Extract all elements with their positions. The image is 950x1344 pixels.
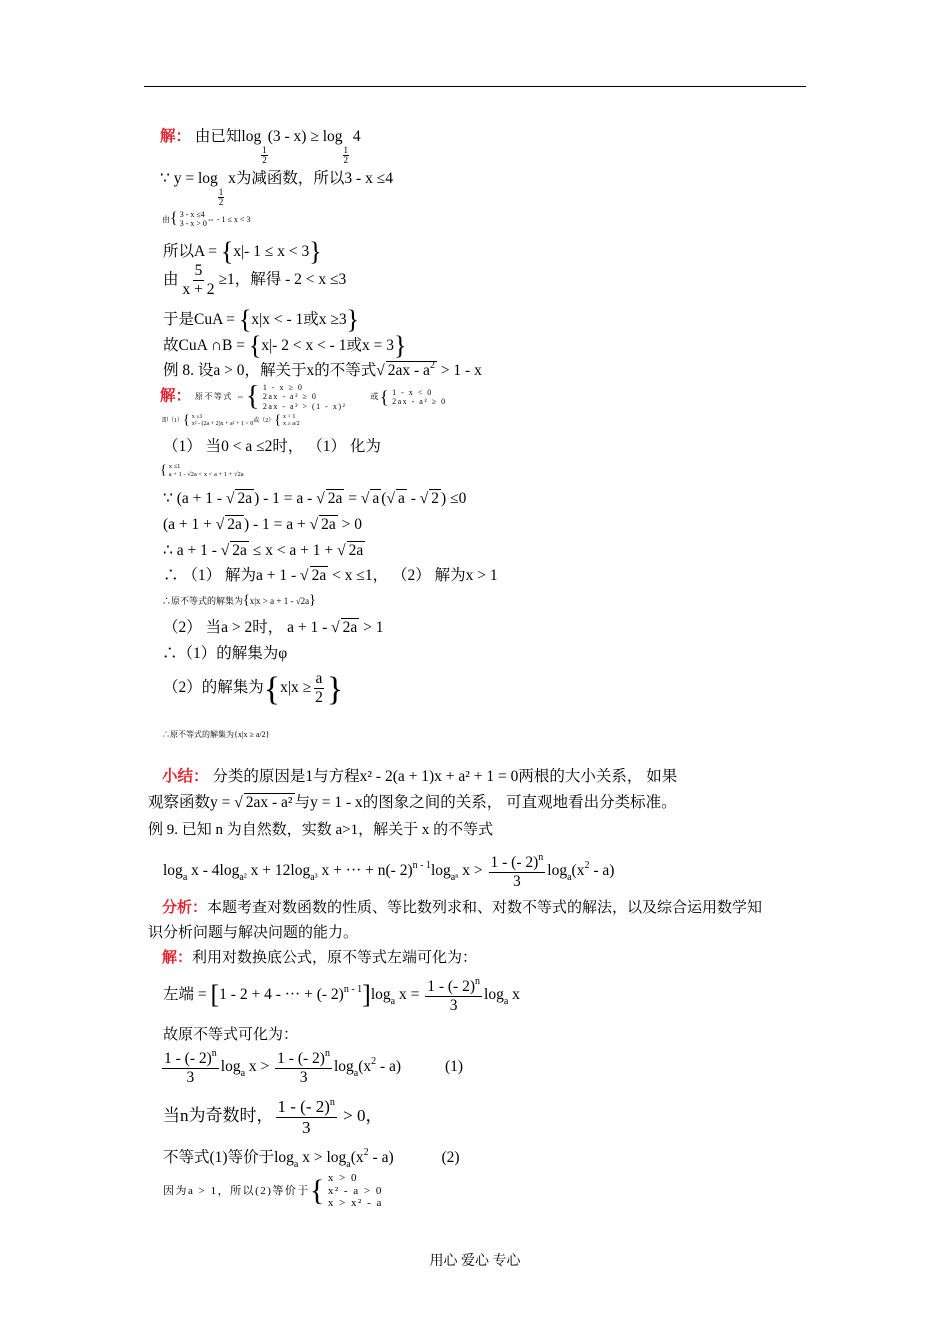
brace-right: } xyxy=(346,305,360,334)
text: x + ··· + n(- 2) xyxy=(317,861,413,879)
num xyxy=(162,1048,219,1069)
brace: { xyxy=(309,1173,326,1207)
brace-right: } xyxy=(326,671,344,708)
exp: n - 1 xyxy=(343,983,363,995)
exp: n xyxy=(211,1048,217,1059)
base-half xyxy=(218,188,225,208)
text: （2） 当a > 2时， a + 1 - xyxy=(163,619,332,636)
text: x = xyxy=(395,985,424,1003)
brace-right: } xyxy=(309,237,322,266)
den: 2 xyxy=(262,155,267,166)
solution-label: 解： xyxy=(162,950,193,966)
text: 4 xyxy=(352,128,361,145)
text: > 0， xyxy=(338,1105,383,1125)
text: ∵ y = xyxy=(160,170,198,187)
base: a xyxy=(182,871,188,883)
brace-left: { xyxy=(220,237,234,266)
num: a xyxy=(315,670,323,688)
row: x² - (2a + 2)x + a² + 1 < 0 xyxy=(191,421,254,428)
text: - a) xyxy=(368,1149,394,1166)
analysis-line-1 xyxy=(162,899,762,917)
solution-line-7 xyxy=(163,330,406,361)
page-footer: 用心 爱心 专心 xyxy=(429,1254,521,1269)
brace: { xyxy=(170,210,178,228)
radicand: 2ax - a² xyxy=(245,794,293,811)
fraction xyxy=(489,852,546,891)
num: 1 xyxy=(218,187,224,197)
system-line-3 xyxy=(162,210,250,229)
num xyxy=(489,852,546,873)
den: x + 2 xyxy=(182,280,215,298)
text: - a) xyxy=(376,1057,402,1075)
text: 所以A = xyxy=(163,243,221,260)
text: x|- 1 ≤ x < 3 xyxy=(233,243,310,260)
text: 1 - (- 2) xyxy=(164,1050,212,1067)
text: < x ≤1， （2） 解为x > 1 xyxy=(328,567,498,584)
radicand: 2a xyxy=(311,567,327,584)
exp: n - 1 xyxy=(412,859,431,871)
case-1-line-3 xyxy=(163,516,362,535)
fraction xyxy=(162,1048,219,1087)
radicand: 2a xyxy=(237,490,253,507)
text: x > log xyxy=(298,1149,347,1166)
summary-line-1 xyxy=(162,768,677,787)
text: ∴原不等式的解集为{x|x ≥ a/2} xyxy=(162,730,270,739)
radicand xyxy=(386,361,437,379)
system xyxy=(163,1172,383,1210)
radicand: 2a xyxy=(232,542,247,559)
fraction xyxy=(313,670,325,707)
exp: n xyxy=(475,976,481,987)
text: (a + 1 + xyxy=(163,516,216,533)
radical xyxy=(386,490,395,507)
text: 识分析问题与解决问题的能力。 xyxy=(148,925,359,941)
equation-tag: (2) xyxy=(441,1149,460,1166)
radical xyxy=(361,490,370,507)
system xyxy=(160,463,244,479)
base: a xyxy=(567,871,572,883)
rows xyxy=(192,414,253,428)
text: 原不等式 ⇔ xyxy=(194,392,246,402)
case-1-line-2 xyxy=(163,490,466,509)
brace: { xyxy=(379,387,391,407)
exp: 2 xyxy=(363,1147,369,1158)
text: 2ax - a xyxy=(387,362,430,379)
base: a² xyxy=(239,871,247,883)
text: ∴ （1） 解为a + 1 - xyxy=(163,567,301,584)
summary-label: 小结： xyxy=(162,768,209,785)
header-rule xyxy=(144,86,806,87)
analysis-line-2 xyxy=(148,924,358,942)
brace-left: { xyxy=(243,593,250,608)
base-half xyxy=(343,146,350,166)
case-1-line-5 xyxy=(163,567,498,586)
text: > 0 xyxy=(337,516,363,533)
row: x ≤1 xyxy=(191,414,203,421)
text: ⇔ - 1 ≤ x < 3 xyxy=(206,214,251,224)
brace: { xyxy=(245,381,261,412)
base: a³ xyxy=(310,871,318,883)
exp: 2 xyxy=(429,360,435,371)
radical xyxy=(337,542,346,559)
solution-line-5 xyxy=(163,262,346,299)
fraction xyxy=(425,976,482,1015)
row: x > 1 xyxy=(282,414,296,421)
solution-line-1 xyxy=(160,128,361,166)
text: x > xyxy=(458,861,487,879)
text: 由 xyxy=(163,270,179,288)
text: ( xyxy=(381,490,387,507)
num xyxy=(275,1048,332,1069)
example-8 xyxy=(163,360,482,381)
text: 例 8. 设a > 0，解关于x的不等式 xyxy=(163,362,377,379)
text: 1 - (- 2) xyxy=(490,854,539,871)
text: （1） 当0 < a ≤2时， （1） 化为 xyxy=(163,438,381,455)
solution-label: 解： xyxy=(160,128,192,145)
brace-left: { xyxy=(248,331,262,360)
row: x ≤1 xyxy=(168,463,181,471)
radicand: 2a xyxy=(321,516,336,533)
text: ≤ x < a + 1 + xyxy=(248,542,338,559)
case-1-system xyxy=(160,462,244,481)
text: log xyxy=(163,861,183,879)
exp: n xyxy=(538,852,544,863)
text: 或（2） xyxy=(253,417,275,424)
transformed-intro xyxy=(163,1026,298,1044)
text: ∴原不等式的解集为 xyxy=(162,596,244,606)
solution-9-intro xyxy=(162,949,477,967)
radicand: 2a xyxy=(227,516,242,533)
radicand: 2a xyxy=(342,619,358,636)
fraction xyxy=(276,1097,337,1137)
row: 3 - x > 0 xyxy=(179,219,207,229)
num xyxy=(276,1097,337,1118)
solution-label: 解： xyxy=(160,387,192,405)
case-1-solution-set xyxy=(162,593,316,610)
rows xyxy=(180,210,207,228)
num: 1 xyxy=(262,145,267,155)
brace-right: } xyxy=(393,331,407,360)
radicand: a xyxy=(372,490,380,507)
fraction xyxy=(181,262,217,299)
base: aⁿ xyxy=(450,871,459,883)
rows xyxy=(328,1172,383,1210)
text: - a) xyxy=(589,861,615,879)
num: 5 xyxy=(194,262,203,279)
text: 因为a > 1，所以(2)等价于 xyxy=(163,1184,310,1197)
text: 1 - (- 2) xyxy=(277,1097,330,1116)
base: a xyxy=(503,995,509,1007)
system xyxy=(195,383,447,411)
text: log xyxy=(333,1057,354,1075)
case-1 xyxy=(163,438,381,457)
radicand: 2a xyxy=(327,490,343,507)
text: 由已知 xyxy=(194,128,242,145)
base: a xyxy=(353,1067,359,1079)
inequality-2 xyxy=(163,1147,460,1171)
den: 2 xyxy=(218,197,224,208)
row: 2ax - a² > (1 - x)² xyxy=(262,401,347,411)
text: 例 9. 已知 n 为自然数，实数 a>1，解关于 x 的不等式 xyxy=(148,822,494,838)
text: 由 xyxy=(162,214,170,224)
brace-left: { xyxy=(238,305,252,334)
exp: n xyxy=(324,1048,330,1059)
text: 当n为奇数时， xyxy=(163,1105,274,1125)
num: 1 xyxy=(343,145,349,155)
text: x + 12log xyxy=(246,861,311,879)
text: x|x ≥ xyxy=(280,679,312,696)
brace: { xyxy=(274,413,281,429)
brace: { xyxy=(183,413,190,429)
radical xyxy=(420,490,429,507)
left-side-expression xyxy=(163,976,520,1015)
row: 1 - x < 0 xyxy=(392,387,433,397)
odd-case xyxy=(163,1097,383,1137)
summary-line-2 xyxy=(148,794,677,813)
text: log xyxy=(547,861,568,879)
text: 即（1） xyxy=(162,417,184,424)
radical xyxy=(376,362,385,379)
text: x - 4log xyxy=(187,861,240,879)
brace-right: } xyxy=(309,593,316,608)
base: a xyxy=(240,1067,246,1079)
solution-8-equivalent xyxy=(162,412,300,431)
text: 或 xyxy=(370,392,380,402)
text: x xyxy=(508,985,520,1003)
brace: { xyxy=(160,463,167,479)
case-2-solution-set xyxy=(162,730,269,740)
rows xyxy=(263,383,347,411)
exp: n xyxy=(329,1097,335,1108)
log: log xyxy=(241,128,262,145)
bracket-left: [ xyxy=(210,979,220,1009)
base: a xyxy=(293,1159,299,1170)
text: ) - 1 = a - xyxy=(254,490,317,507)
text: ∵ (a + 1 - xyxy=(163,490,226,507)
text: x > xyxy=(245,1057,274,1075)
text: (x xyxy=(350,1149,364,1166)
text: (3 - x) ≥ xyxy=(267,128,323,145)
radical xyxy=(300,567,309,584)
example-9 xyxy=(148,821,493,839)
text: （2）的解集为 xyxy=(163,679,264,696)
radicand: 2 xyxy=(431,490,440,507)
example-9-inequality xyxy=(163,852,614,891)
case-1-line-4 xyxy=(163,542,365,561)
case-2-line-2 xyxy=(162,645,287,664)
num xyxy=(425,976,482,997)
row: 1 - x ≥ 0 xyxy=(262,383,304,393)
text: ) - 1 = a + xyxy=(243,516,310,533)
last-line-cut xyxy=(163,1172,383,1210)
den: 3 xyxy=(186,1068,195,1086)
den: 3 xyxy=(449,996,458,1014)
text: log xyxy=(220,1057,241,1075)
text: ) ≤0 xyxy=(441,490,467,507)
base: a xyxy=(346,1159,351,1170)
base: a xyxy=(390,995,396,1007)
row: 2ax - a² ≥ 0 xyxy=(392,397,447,406)
bracket-right: ] xyxy=(362,979,371,1009)
rows xyxy=(392,388,447,406)
text: 分类的原因是1与方程x² - 2(a + 1)x + a² + 1 = 0两根的大小关系， 如果 xyxy=(212,768,678,785)
system xyxy=(162,210,250,228)
radical xyxy=(234,794,243,811)
row: x² - a > 0 xyxy=(327,1184,383,1197)
text: 观察函数y = xyxy=(148,794,235,811)
radical xyxy=(316,490,325,507)
text: - xyxy=(406,490,420,507)
analysis-label: 分析： xyxy=(162,900,208,916)
den: 3 xyxy=(513,872,521,890)
text: x|x > a + 1 - √2a xyxy=(249,596,310,606)
text: x为减函数，所以3 - x ≤4 xyxy=(228,170,393,187)
text: = xyxy=(344,490,361,507)
radical xyxy=(216,516,225,533)
text: 利用对数换底公式，原不等式左端可化为： xyxy=(192,950,478,966)
rows xyxy=(283,414,300,428)
den: 3 xyxy=(301,1117,311,1137)
exp: 2 xyxy=(371,1055,377,1067)
text: 1 - (- 2) xyxy=(277,1050,325,1067)
row: 3 - x ≤4 xyxy=(179,210,205,220)
exp: 2 xyxy=(584,859,590,871)
radical xyxy=(226,490,235,507)
text: (x xyxy=(571,861,585,879)
fraction xyxy=(275,1048,332,1087)
brace-left: { xyxy=(263,671,281,708)
row: x > 0 xyxy=(327,1172,359,1184)
inequality-1 xyxy=(160,1048,463,1087)
text: 1 - (- 2) xyxy=(427,978,476,995)
row: x > x² - a xyxy=(327,1197,383,1210)
text: 不等式(1)等价于log xyxy=(163,1149,294,1166)
base-half xyxy=(261,146,268,166)
text: x|- 2 < x < - 1或x = 3 xyxy=(261,337,394,354)
den: 3 xyxy=(299,1068,308,1086)
row: x ≥ a/2 xyxy=(282,421,300,428)
case-2 xyxy=(163,619,384,638)
radicand: a xyxy=(397,490,405,507)
text: log xyxy=(430,861,451,879)
system xyxy=(162,414,300,428)
radical xyxy=(310,516,319,533)
text: 于是CuA = xyxy=(163,311,239,328)
text: > 1 - x xyxy=(436,362,482,379)
rows xyxy=(169,463,244,479)
text: 本题考查对数函数的性质、等比数列求和、对数不等式的解法，以及综合运用数学知 xyxy=(207,900,763,916)
text: log xyxy=(370,985,391,1003)
text: 与y = 1 - x的图象之间的关系， 可直观地看出分类标准。 xyxy=(294,794,677,811)
text: ∴（1）的解集为φ xyxy=(162,645,288,662)
text: > 1 xyxy=(359,619,384,636)
log: log xyxy=(322,128,343,145)
text: log xyxy=(484,985,504,1003)
text: 故原不等式可化为： xyxy=(163,1027,299,1043)
den: 2 xyxy=(315,688,323,706)
den: 2 xyxy=(343,155,349,166)
radical xyxy=(331,619,340,636)
text: ≥1，解得 - 2 < x ≤3 xyxy=(218,270,347,288)
text: ∴ a + 1 - xyxy=(163,542,221,559)
row: a + 1 - √2a < x < a + 1 + √2a xyxy=(168,471,244,479)
equation-tag: (1) xyxy=(444,1057,464,1075)
text: 故CuA ∩B = xyxy=(163,337,249,354)
solution-8-system xyxy=(160,383,447,411)
radicand: 2a xyxy=(348,542,364,559)
row: 2ax - a² ≥ 0 xyxy=(262,392,318,402)
solution-line-2 xyxy=(160,170,393,208)
text: x|x < - 1或x ≥3 xyxy=(251,311,347,328)
case-2-line-3 xyxy=(163,670,343,711)
text: (x xyxy=(358,1057,372,1075)
text: 1 - 2 + 4 - ··· + (- 2) xyxy=(219,985,344,1003)
log: log xyxy=(197,170,218,187)
radical xyxy=(221,542,230,559)
text: 左端 = xyxy=(163,985,211,1003)
